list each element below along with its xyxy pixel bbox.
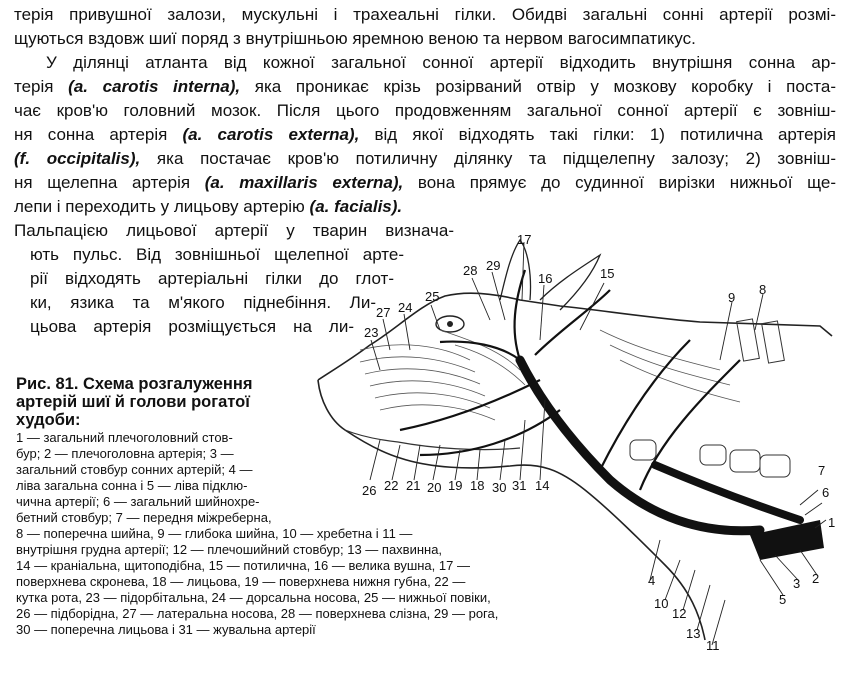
label-22: 22 (384, 478, 399, 493)
branch-arteries (400, 270, 740, 490)
label-17: 17 (517, 232, 532, 247)
legend-line: ліва загальна сонна і 5 — ліва підклю- (16, 478, 248, 493)
vertebral-artery (655, 465, 800, 520)
text-line: ють пульс. Від зовнішньої щелепної арте- (30, 245, 404, 264)
latin-term: (a. carotis interna), (68, 77, 241, 96)
label-12: 12 (672, 606, 687, 621)
label-27: 27 (376, 305, 391, 320)
text-span: вона прямує до судинної вирізки нижньої ще- (403, 173, 837, 192)
text-span: від якої відходять такі гілки: 1) потилична артерія (359, 125, 836, 144)
label-3: 3 (793, 576, 801, 591)
text-line: У ділянці атланта від кожної загальної сонної артерії відходить внутрішня сонна ар- (46, 53, 836, 72)
label-24: 24 (398, 300, 413, 315)
legend-line: внутрішня грудна артерії; 12 — плечошийний стовбур; 13 — пахвинна, (16, 542, 443, 557)
latin-term: (a. maxillaris externa), (204, 173, 404, 192)
legend-line: загальний стовбур сонних артерій; 4 — (16, 462, 253, 477)
label-7: 7 (818, 463, 826, 478)
text-span: яка постачає кров'ю потиличну ділянку та підщелепну залозу; 2) зовніш- (140, 149, 836, 168)
latin-term: (a. facialis). (309, 197, 403, 216)
carotid-artery (520, 360, 760, 531)
label-5: 5 (779, 592, 787, 607)
text-line: цьова артерія розміщується на ли- (30, 317, 354, 336)
label-2: 2 (812, 571, 820, 586)
legend-line: бур; 2 — плечоголовна артерія; 3 — (16, 446, 234, 461)
label-31: 31 (512, 478, 527, 493)
label-15: 15 (600, 266, 615, 281)
vertebrae (630, 319, 790, 477)
figure-caption-title: Рис. 81. Схема розгалуження (16, 375, 253, 393)
legend-line: 14 — краніальна, щитоподібна, 15 — потилична, 16 — велика вушна, 17 — (16, 558, 470, 573)
label-30: 30 (492, 480, 507, 495)
label-25: 25 (425, 289, 440, 304)
text-line: чає кров'ю головний мозок. Після цього продовженням загальної сонної артерії є зовніш- (14, 101, 836, 120)
text-line: терія привушної залози, мускульні і трахеальні гілки. Обидві загальні сонні артерії розмі- (14, 5, 836, 24)
label-6: 6 (822, 485, 830, 500)
text-span: ня сонна артерія (14, 125, 183, 144)
head-outline (318, 293, 832, 380)
text-line: Пальпацією лицьової артерії у тварин визнача- (14, 221, 454, 240)
label-13: 13 (686, 626, 701, 641)
legend-line: 1 — загальний плечоголовний стов- (16, 430, 233, 445)
legend-line: 26 — підборідна, 27 — латеральна носова, 28 — поверхнева слізна, 29 — рога, (16, 606, 499, 621)
ear (500, 240, 531, 300)
legend-line: 30 — поперечна лицьова і 31 — жувальна артерії (16, 622, 316, 637)
label-1: 1 (828, 515, 836, 530)
latin-term: (f. occipitalis), (14, 149, 141, 168)
figure-caption-title: худоби: (16, 411, 81, 429)
label-8: 8 (759, 282, 767, 297)
text-span: лепи і переходить у лицьову артерію (14, 197, 310, 216)
label-20: 20 (427, 480, 442, 495)
label-14: 14 (535, 478, 550, 493)
label-11: 11 (706, 638, 720, 653)
pupil (447, 321, 453, 327)
legend-line: кутка рота, 23 — підорбітальна, 24 — дорсальна носова, 25 — нижньої повіки, (16, 590, 491, 605)
label-16: 16 (538, 271, 553, 286)
label-26: 26 (362, 483, 377, 498)
legend-line: поверхнева скронева, 18 — лицьова, 19 — поверхнева нижня губна, 22 — (16, 574, 466, 589)
label-28: 28 (463, 263, 478, 278)
latin-term: (a. carotis externa), (182, 125, 360, 144)
label-10: 10 (654, 596, 669, 611)
text-line: рії відходять артеріальні гілки до глот- (30, 269, 394, 288)
figure-caption-title: артерій шиї й голови рогатої (16, 393, 250, 411)
text-span: терія (14, 77, 69, 96)
label-23: 23 (364, 325, 379, 340)
label-21: 21 (406, 478, 421, 493)
legend-line: бетний стовбур; 7 — передня міжреберна, (16, 510, 272, 525)
label-4: 4 (648, 573, 656, 588)
label-29: 29 (486, 258, 501, 273)
label-19: 19 (448, 478, 463, 493)
text-line: щуються вздовж шиї поряд з внутрішньою яремною веною та нервом вагосимпатикус. (14, 29, 696, 48)
text-span: яка проникає крізь розірваний отвір у мозкову коробку і поста- (240, 77, 836, 96)
label-9: 9 (728, 290, 736, 305)
label-18: 18 (470, 478, 485, 493)
text-span: ня щелепна артерія (14, 173, 205, 192)
text-line: ки, язика та м'якого піднебіння. Ли- (30, 293, 376, 312)
legend-line: 8 — поперечна шийна, 9 — глибока шийна, 10 — хребетна і 11 — (16, 526, 413, 541)
legend-line: чична артерії; 6 — загальний шийнохре- (16, 494, 260, 509)
